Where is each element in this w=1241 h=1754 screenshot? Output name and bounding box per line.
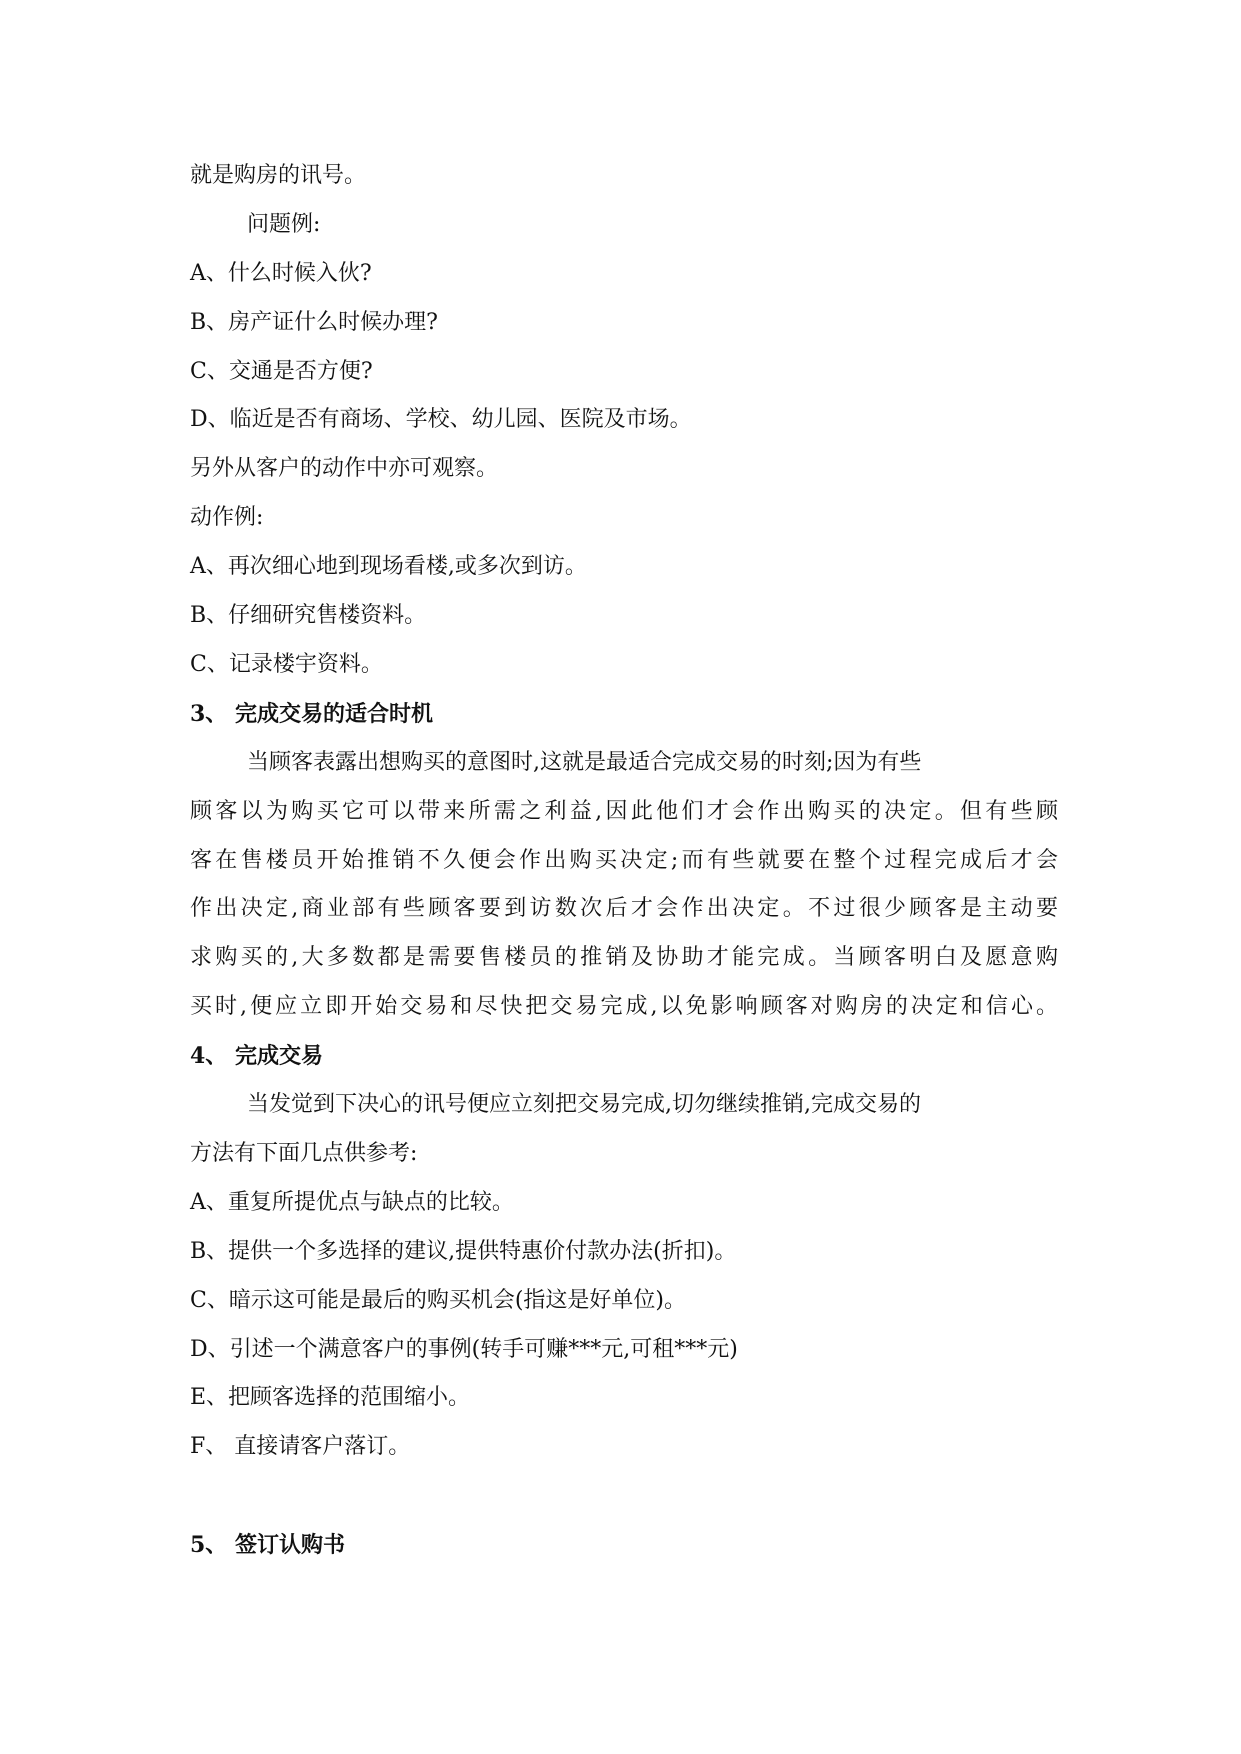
section-4-item-f: F、 直接请客户落订。: [190, 1434, 411, 1459]
section-4-heading: 4、 完成交易: [190, 1043, 323, 1069]
section-3-paragraph-line: 当顾客表露出想购买的意图时,这就是最适合完成交易的时刻;因为有些: [247, 750, 922, 775]
section-3-paragraph-line: 作出决定,商业部有些顾客要到访数次后才会作出决定。不过很少顾客是主动要: [190, 896, 1058, 921]
section-4-item-d: D、引述一个满意客户的事例(转手可赚***元,可租***元): [190, 1337, 738, 1362]
section-3-heading: 3、 完成交易的适合时机: [190, 701, 433, 727]
action-item-b: B、仔细研究售楼资料。: [190, 603, 427, 628]
section-3-paragraph-line: 求购买的,大多数都是需要售楼员的推销及协助才能完成。当顾客明白及愿意购: [190, 945, 1058, 970]
section-3-paragraph-line: 买时,便应立即开始交易和尽快把交易完成,以免影响顾客对购房的决定和信心。: [190, 994, 1058, 1019]
question-item-b: B、房产证什么时候办理?: [190, 310, 438, 335]
section-4-item-b: B、提供一个多选择的建议,提供特惠价付款办法(折扣)。: [190, 1239, 737, 1264]
section-5-heading: 5、 签订认购书: [190, 1532, 345, 1558]
section-3-paragraph-line: 顾客以为购买它可以带来所需之利益,因此他们才会作出购买的决定。但有些顾: [190, 799, 1058, 824]
section-4-item-c: C、暗示这可能是最后的购买机会(指这是好单位)。: [190, 1288, 687, 1313]
observe-line: 另外从客户的动作中亦可观察。: [190, 456, 499, 481]
section-4-item-a: A、重复所提优点与缺点的比较。: [190, 1190, 514, 1215]
action-item-a: A、再次细心地到现场看楼,或多次到访。: [190, 554, 587, 579]
actions-label: 动作例:: [190, 505, 264, 530]
action-item-c: C、记录楼宇资料。: [190, 652, 383, 677]
question-item-c: C、交通是否方便?: [190, 359, 373, 384]
section-4-paragraph-line: 方法有下面几点供参考:: [190, 1141, 418, 1166]
question-item-d: D、临近是否有商场、学校、幼儿园、医院及市场。: [190, 407, 692, 432]
section-4-paragraph-line: 当发觉到下决心的讯号便应立刻把交易完成,切勿继续推销,完成交易的: [247, 1092, 921, 1117]
section-3-paragraph-line: 客在售楼员开始推销不久便会作出购买决定;而有些就要在整个过程完成后才会: [190, 848, 1058, 873]
questions-label: 问题例:: [247, 212, 321, 237]
section-4-item-e: E、把顾客选择的范围缩小。: [190, 1385, 471, 1410]
question-item-a: A、什么时候入伙?: [190, 261, 372, 286]
intro-line: 就是购房的讯号。: [190, 163, 367, 188]
